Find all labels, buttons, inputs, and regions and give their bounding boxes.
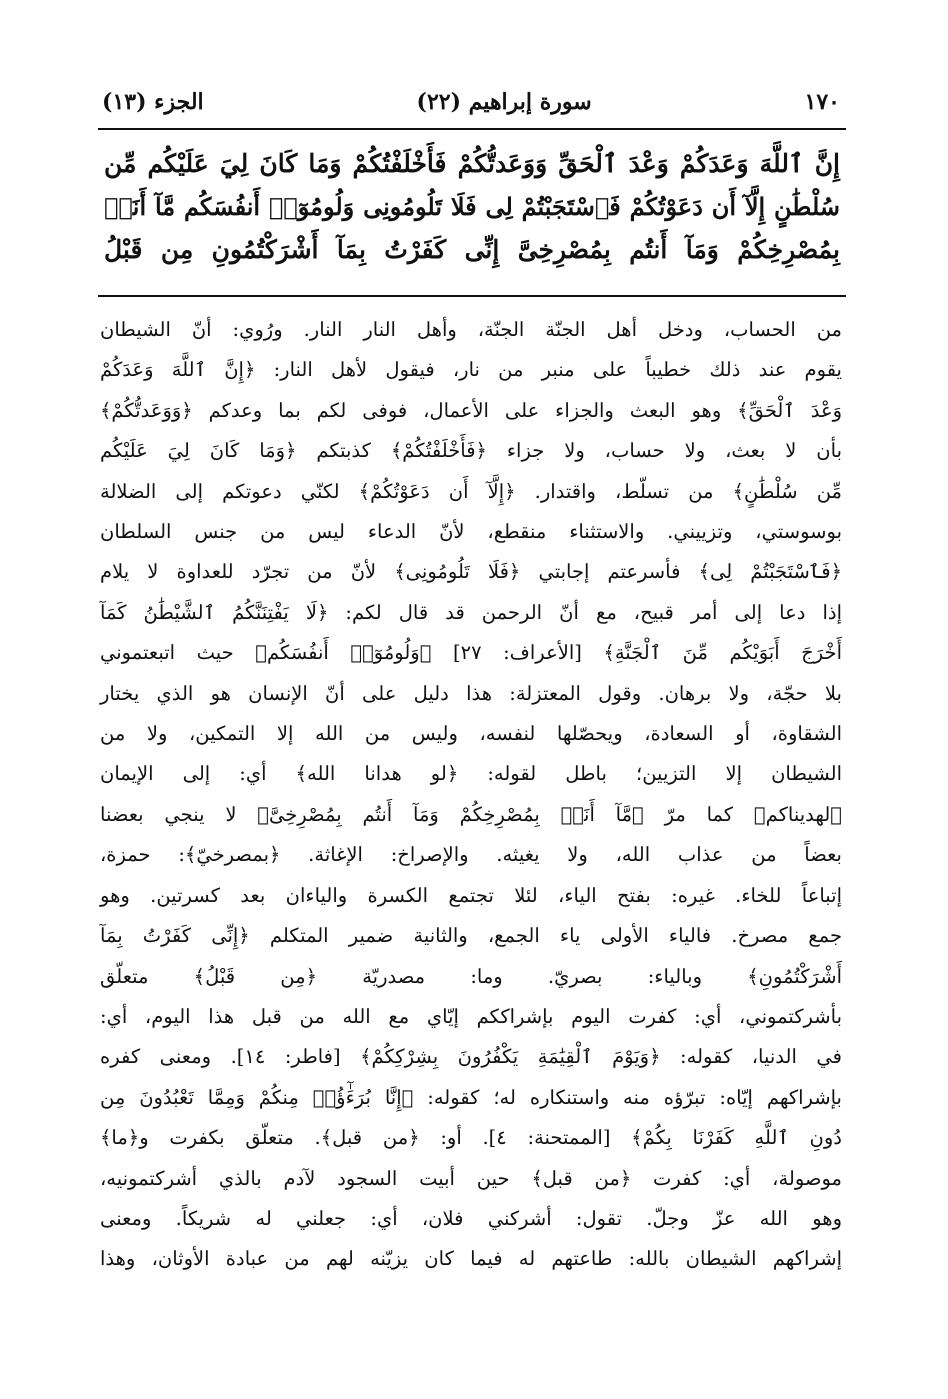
tafsir-line: ﴿لهديناكم﴾ كما مرّ ﴿مَّآ أَنَا۠ بِمُصْرِخِكُمْ وَمَآ أَنتُم بِمُصْرِخِىَّ﴾ لا ينجي بعضنا xyxy=(100,802,842,826)
verse-separator-rule xyxy=(98,295,846,297)
tafsir-line: وَعْدَ ٱلْحَقِّ﴾ وهو البعث والجزاء على الأعمال، فوفى لكم بما وعدكم ﴿وَوَعَدتُّكُمْ﴾ xyxy=(100,398,842,422)
page-number: ١٧٠ xyxy=(804,89,840,115)
tafsir-line: إتباعاً للخاء. غيره: بفتح الياء، لئلا تجتمع الكسرة والياءان بعد كسرتين. وهو xyxy=(100,883,842,907)
tafsir-line: جمع مصرخ. فالياء الأولى ياء الجمع، والثانية ضمير المتكلم ﴿إِنِّى كَفَرْتُ بِمَآ xyxy=(100,924,842,948)
tafsir-line: بعضاً من عذاب الله، ولا يغيثه. والإصراخ: الإغاثة. ﴿بمصرخيّ﴾: حمزة، xyxy=(100,843,842,867)
tafsir-line: الشقاوة، أو السعادة، ويحصّلها لنفسه، وليس من الله إلا التمكين، ولا من xyxy=(100,722,842,746)
tafsir-line: من الحساب، ودخل أهل الجنّة الجنّة، وأهل النار النار. ورُوي: أنّ الشيطان xyxy=(100,318,842,341)
header-rule xyxy=(98,128,846,130)
quran-line: سُلْطَٰنٍ إِلَّآ أَن دَعَوْتُكُمْ فَٱسْتَجَبْتُمْ لِى فَلَا تَلُومُونِى وَلُومُوٓا۟ أَنفُسَكُم مَّآ أَنَا۠ xyxy=(104,192,840,221)
juz-label: الجزء (١٣) xyxy=(102,89,204,115)
tafsir-line: بأن لا بعث، ولا حساب، ولا جزاء ﴿فَأَخْلَفْتُكُمْ﴾ كذبتكم ﴿وَمَا كَانَ لِيَ عَلَيْكُم xyxy=(100,439,842,463)
tafsir-line: بإشراكهم إيّاه: تبرّؤه منه واستنكاره له؛ كقوله: ﴿إِنَّا بُرَءَٰٓؤُا۟ مِنكُمْ وَمِمَّا تَعْبُدُونَ مِن xyxy=(100,1085,842,1109)
surah-title: سورة إبراهيم (٢٢) xyxy=(416,89,592,115)
quran-line: إِنَّ ٱللَّهَ وَعَدَكُمْ وَعْدَ ٱلْحَقِّ وَوَعَدتُّكُمْ فَأَخْلَفْتُكُمْ وَمَا كَانَ لِيَ عَلَيْكُم مِّن xyxy=(104,149,840,178)
tafsir-line: دُونِ ٱللَّهِ كَفَرْنَا بِكُمْ﴾ [الممتحنة: ٤]. أو: ﴿من قبل﴾. متعلّق بكفرت و﴿ما﴾ xyxy=(100,1126,842,1150)
tafsir-line: ﴿فَٱسْتَجَبْتُمْ لِى﴾ فأسرعتم إجابتي ﴿فَلَا تَلُومُونِى﴾ لأنّ من تجرّد للعداوة لا يلام xyxy=(100,560,842,584)
tafsir-line: إشراكهم الشيطان بالله: طاعتهم له فيما كان يزيّنه لهم من عبادة الأوثان، وهذا xyxy=(100,1247,842,1271)
tafsir-line: موصولة، أي: كفرت ﴿من قبل﴾ حين أبيت السجود لآدم بالذي أشركتمونيه، xyxy=(100,1166,842,1190)
tafsir-line: الشيطان إلا التزيين؛ باطل لقوله: ﴿لو هدانا الله﴾ أي: إلى الإيمان xyxy=(100,762,842,786)
quran-verse-block xyxy=(104,142,840,271)
tafsir-line: مِّن سُلْطَٰنٍ﴾ من تسلّط، واقتدار. ﴿إِلَّآ أَن دَعَوْتُكُمْ﴾ لكنّي دعوتكم إلى الضلالة xyxy=(100,479,842,503)
tafsir-text-block xyxy=(100,310,842,1280)
page-header xyxy=(102,84,840,120)
tafsir-line: يقوم عند ذلك خطيباً على منبر من نار، فيقول لأهل النار: ﴿إِنَّ ٱللَّهَ وَعَدَكُمْ xyxy=(100,358,842,382)
tafsir-line: بأشركتموني، أي: كفرت اليوم بإشراككم إيّاي مع الله من قبل هذا اليوم، أي: xyxy=(100,1004,842,1028)
quran-line: بِمُصْرِخِكُمْ وَمَآ أَنتُم بِمُصْرِخِىَّ إِنِّى كَفَرْتُ بِمَآ أَشْرَكْتُمُونِ مِن قَبْلُ xyxy=(104,235,840,264)
tafsir-line: إذا دعا إلى أمر قبيح، مع أنّ الرحمن قد قال لكم: ﴿لَا يَفْتِنَنَّكُمُ ٱلشَّيْطَٰنُ كَمَآ xyxy=(100,600,842,624)
tafsir-line: في الدنيا، كقوله: ﴿وَيَوْمَ ٱلْقِيَٰمَةِ يَكْفُرُونَ بِشِرْكِكُمْ﴾ [فاطر: ١٤]. ومعنى كفره xyxy=(100,1045,842,1069)
tafsir-line: بلا حجّة، ولا برهان. وقول المعتزلة: هذا دليل على أنّ الإنسان هو الذي يختار xyxy=(100,681,842,705)
tafsir-line: أَشْرَكْتُمُونِ﴾ وبالياء: بصريّ. وما: مصدريّة ﴿مِن قَبْلُ﴾ متعلّق xyxy=(100,964,842,988)
tafsir-line: بوسوستي، وتزييني. والاستثناء منقطع، لأنّ الدعاء ليس من جنس السلطان xyxy=(100,520,842,544)
tafsir-line: أَخْرَجَ أَبَوَيْكُم مِّنَ ٱلْجَنَّةِ﴾ [الأعراف: ٢٧] ﴿وَلُومُوٓا۟ أَنفُسَكُم﴾ حيث اتبعتموني xyxy=(100,641,842,665)
tafsir-line: وهو الله عزّ وجلّ. تقول: أشركني فلان، أي: جعلني له شريكاً. ومعنى xyxy=(100,1206,842,1230)
